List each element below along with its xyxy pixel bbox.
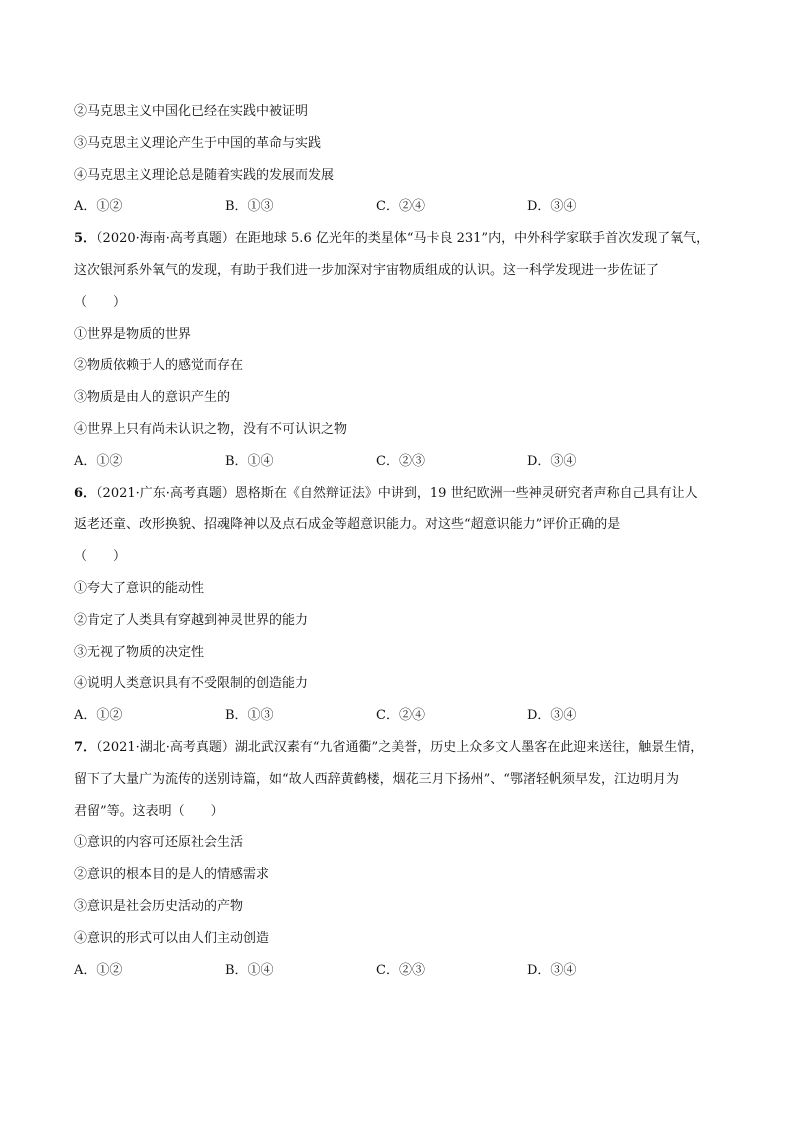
question-4-tail: [74, 96, 724, 223]
q6-options: [74, 700, 724, 732]
q5-answer-blank: （ ）: [74, 294, 127, 310]
q6-number: 6．: [74, 485, 97, 501]
q4-option-d[interactable]: D．③④: [527, 199, 577, 215]
q5-item-1: ①世界是物质的世界: [74, 326, 192, 342]
q7-options: [74, 955, 724, 987]
q5-item-4: ④世界上只有尚未认识之物，没有不可认识之物: [74, 421, 348, 437]
q7-item-4: ④意识的形式可以由人们主动创造: [74, 930, 270, 946]
q5-number: 5．: [74, 231, 97, 247]
q4-item-2: ②马克思主义中国化已经在实践中被证明: [74, 104, 309, 119]
q4-item-4: ④马克思主义理论总是随着实践的发展而发展: [74, 167, 335, 183]
q7-number: 7．: [74, 739, 97, 755]
question-5: [74, 223, 724, 477]
q7-option-c[interactable]: C．②③: [376, 962, 425, 978]
q6-item-4: ④说明人类意识具有不受限制的创造能力: [74, 676, 309, 692]
q6-stem-line-1: [74, 478, 724, 510]
q7-item-1: ①意识的内容可还原社会生活: [74, 835, 244, 851]
q7-source: （2021·湖北·高考真题）: [96, 739, 235, 755]
q5-option-a[interactable]: A．①②: [74, 453, 123, 469]
q6-answer-blank: （ ）: [74, 549, 127, 565]
q6-item-2: ②肯定了人类具有穿越到神灵世界的能力: [74, 612, 309, 628]
q6-stem-text-1: 恩格斯在《自然辩证法》中讲到，19 世纪欧洲一些神灵研究者声称自己具有让人: [234, 485, 698, 501]
q6-option-b[interactable]: B．①③: [225, 708, 274, 724]
q4-item-3: ③马克思主义理论产生于中国的革命与实践: [74, 135, 322, 151]
q5-option-d[interactable]: D．③④: [527, 453, 577, 469]
q7-item-2: ②意识的根本目的是人的情感需求: [74, 867, 270, 883]
q6-option-c[interactable]: C．②④: [376, 708, 425, 724]
q6-option-a[interactable]: A．①②: [74, 708, 123, 724]
question-7: [74, 732, 724, 986]
q6-source: （2021·广东·高考真题）: [96, 485, 235, 501]
exam-page: [74, 96, 724, 986]
q7-stem-text-1: 湖北武汉素有“九省通衢”之美誉，历史上众多文人墨客在此迎来送往，触景生情，: [234, 739, 704, 755]
q6-item-1: ①夸大了意识的能动性: [74, 580, 205, 596]
q5-source: （2020·海南·高考真题）: [96, 231, 235, 247]
q7-option-d[interactable]: D．③④: [527, 962, 577, 978]
q4-option-a[interactable]: A．①②: [74, 199, 123, 215]
q4-option-b[interactable]: B．①③: [225, 199, 274, 215]
q7-stem-line-1: [74, 732, 724, 764]
q5-stem-line-2: 这次银河系外氧气的发现，有助于我们进一步加深对宇宙物质组成的认识。这一科学发现进一步佐证了: [74, 262, 660, 278]
q6-option-d[interactable]: D．③④: [527, 708, 577, 724]
q7-item-3: ③意识是社会历史活动的产物: [74, 898, 244, 914]
q4-options: [74, 191, 724, 223]
q5-options: [74, 446, 724, 478]
q6-stem-line-2: 返老还童、改形换貌、招魂降神以及点石成金等超意识能力。对这些“超意识能力”评价正确的是: [74, 517, 621, 533]
q6-item-3: ③无视了物质的决定性: [74, 644, 205, 660]
q5-stem-text-1: 在距地球 5.6 亿光年的类星体“马卡良 231”内，中外科学家联手首次发现了氧气，: [234, 231, 710, 247]
q5-item-2: ②物质依赖于人的感觉而存在: [74, 358, 244, 374]
q7-option-b[interactable]: B．①④: [225, 962, 274, 978]
q5-option-b[interactable]: B．①④: [225, 453, 274, 469]
q7-stem-line-2: 留下了大量广为流传的送别诗篇，如“故人西辞黄鹤楼，烟花三月下扬州”、“鄂渚轻帆须早发，江边明月为: [74, 771, 679, 787]
question-6: [74, 478, 724, 732]
q5-stem-line-1: [74, 223, 724, 255]
q5-option-c[interactable]: C．②③: [376, 453, 425, 469]
q5-item-3: ③物质是由人的意识产生的: [74, 390, 231, 406]
q7-option-a[interactable]: A．①②: [74, 962, 123, 978]
q7-stem-line-3: 君留”等。这表明（ ）: [74, 803, 224, 819]
q4-option-c[interactable]: C．②④: [376, 199, 425, 215]
